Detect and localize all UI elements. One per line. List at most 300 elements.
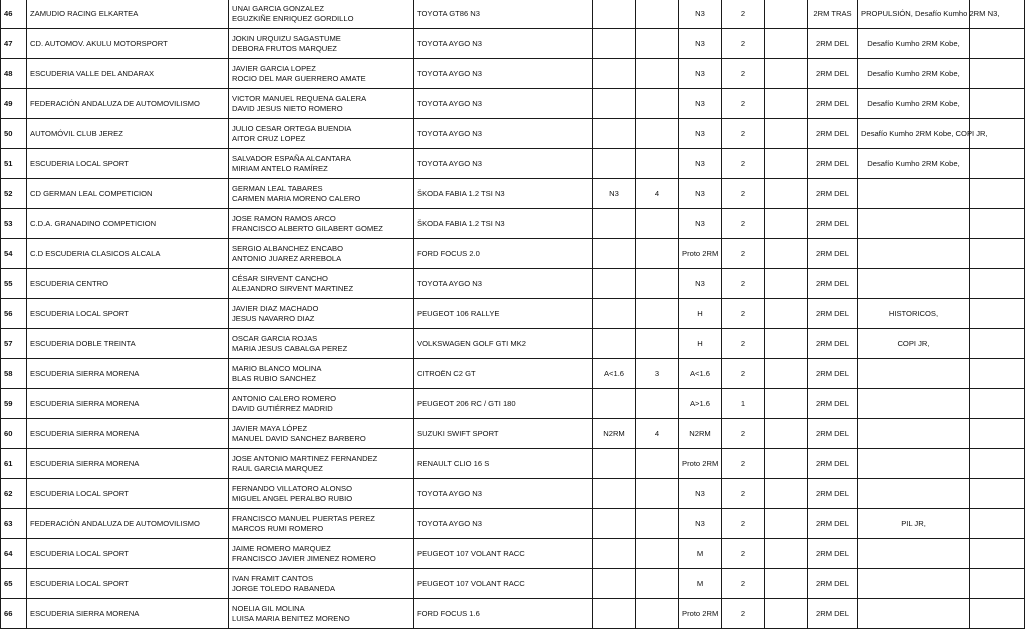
driver-name: NOELIA GIL MOLINA <box>232 603 305 613</box>
cups: Desafío Kumho 2RM Kobe, <box>858 29 970 59</box>
cups <box>858 539 970 569</box>
group: M <box>679 539 722 569</box>
club-name: ESCUDERIA SIERRA MORENA <box>27 449 229 479</box>
club-name: AUTOMÓVIL CLUB JEREZ <box>27 119 229 149</box>
cups <box>858 209 970 239</box>
homologation-group: N2RM <box>593 419 636 449</box>
driver-name: JOSE RAMON RAMOS ARCO <box>232 213 336 223</box>
cups <box>858 599 970 629</box>
cups <box>858 389 970 419</box>
crew-names <box>229 569 414 599</box>
car-model: TOYOTA AYGO N3 <box>414 119 593 149</box>
car-model: PEUGEOT 206 RC / GTI 180 <box>414 389 593 419</box>
car-model: PEUGEOT 107 VOLANT RACC <box>414 569 593 599</box>
empty-cell <box>765 89 808 119</box>
car-model: VOLKSWAGEN GOLF GTI MK2 <box>414 329 593 359</box>
car-model: RENAULT CLIO 16 S <box>414 449 593 479</box>
crew-names <box>229 89 414 119</box>
entry-number: 58 <box>1 359 27 389</box>
category: 2RM DEL <box>808 59 858 89</box>
crew-names <box>229 209 414 239</box>
codriver-name: MIGUEL ANGEL PERALBO RUBIO <box>232 493 353 503</box>
homologation-group <box>593 479 636 509</box>
codriver-name: RAUL GARCIA MARQUEZ <box>232 463 323 473</box>
driver-name: GERMAN LEAL TABARES <box>232 183 323 193</box>
homologation-class <box>636 0 679 29</box>
group: A>1.6 <box>679 389 722 419</box>
category: 2RM DEL <box>808 179 858 209</box>
class: 2 <box>722 569 765 599</box>
homologation-group <box>593 509 636 539</box>
table-row <box>1 329 1025 359</box>
empty-cell <box>765 389 808 419</box>
category: 2RM DEL <box>808 239 858 269</box>
club-name: ESCUDERIA CENTRO <box>27 269 229 299</box>
empty-cell <box>970 149 1025 179</box>
table-row <box>1 119 1025 149</box>
homologation-group <box>593 329 636 359</box>
empty-cell <box>765 299 808 329</box>
group: M <box>679 569 722 599</box>
empty-cell <box>765 419 808 449</box>
homologation-group <box>593 149 636 179</box>
empty-cell <box>970 479 1025 509</box>
homologation-group: N3 <box>593 179 636 209</box>
table-row <box>1 359 1025 389</box>
car-model: ŠKODA FABIA 1.2 TSI N3 <box>414 209 593 239</box>
car-model: TOYOTA AYGO N3 <box>414 89 593 119</box>
club-name: ESCUDERIA LOCAL SPORT <box>27 149 229 179</box>
crew-names <box>229 539 414 569</box>
group: N3 <box>679 179 722 209</box>
empty-cell <box>765 29 808 59</box>
homologation-class <box>636 479 679 509</box>
codriver-name: MIRIAM ANTELO RAMÍREZ <box>232 163 328 173</box>
codriver-name: MARCOS RUMI ROMERO <box>232 523 324 533</box>
club-name: ESCUDERIA SIERRA MORENA <box>27 419 229 449</box>
driver-name: JULIO CESAR ORTEGA BUENDIA <box>232 123 352 133</box>
empty-cell <box>765 599 808 629</box>
homologation-class <box>636 239 679 269</box>
cups <box>858 419 970 449</box>
crew-names <box>229 389 414 419</box>
empty-cell <box>970 239 1025 269</box>
table-row <box>1 479 1025 509</box>
category: 2RM DEL <box>808 299 858 329</box>
empty-cell <box>970 569 1025 599</box>
homologation-class <box>636 269 679 299</box>
table-row <box>1 29 1025 59</box>
homologation-group: A<1.6 <box>593 359 636 389</box>
cups <box>858 479 970 509</box>
group: N2RM <box>679 419 722 449</box>
empty-cell <box>970 89 1025 119</box>
club-name: ESCUDERIA SIERRA MORENA <box>27 359 229 389</box>
cups: HISTORICOS, <box>858 299 970 329</box>
empty-cell <box>970 389 1025 419</box>
cups: Desafío Kumho 2RM Kobe, <box>858 149 970 179</box>
codriver-name: LUISA MARIA BENITEZ MORENO <box>232 613 350 623</box>
category: 2RM TRAS <box>808 0 858 29</box>
crew-names <box>229 119 414 149</box>
empty-cell <box>970 179 1025 209</box>
group: A<1.6 <box>679 359 722 389</box>
entry-rows <box>1 0 1025 629</box>
homologation-group <box>593 0 636 29</box>
driver-name: JAIME ROMERO MARQUEZ <box>232 543 331 553</box>
category: 2RM DEL <box>808 479 858 509</box>
crew-names <box>229 449 414 479</box>
homologation-group <box>593 59 636 89</box>
driver-name: JAVIER MAYA LÓPEZ <box>232 423 308 433</box>
car-model: PEUGEOT 107 VOLANT RACC <box>414 539 593 569</box>
group: N3 <box>679 0 722 29</box>
table-row <box>1 209 1025 239</box>
driver-name: CÉSAR SIRVENT CANCHO <box>232 273 328 283</box>
class: 2 <box>722 59 765 89</box>
car-model: PEUGEOT 106 RALLYE <box>414 299 593 329</box>
entry-number: 63 <box>1 509 27 539</box>
group: N3 <box>679 209 722 239</box>
group: Proto 2RM <box>679 449 722 479</box>
driver-name: FRANCISCO MANUEL PUERTAS PEREZ <box>232 513 375 523</box>
car-model: TOYOTA AYGO N3 <box>414 59 593 89</box>
codriver-name: DAVID JESUS NIETO ROMERO <box>232 103 343 113</box>
club-name: C.D ESCUDERIA CLASICOS ALCALA <box>27 239 229 269</box>
homologation-class <box>636 569 679 599</box>
homologation-group <box>593 569 636 599</box>
group: N3 <box>679 59 722 89</box>
class: 2 <box>722 29 765 59</box>
entry-number: 61 <box>1 449 27 479</box>
empty-cell <box>765 509 808 539</box>
club-name: ESCUDERIA LOCAL SPORT <box>27 539 229 569</box>
car-model: FORD FOCUS 1.6 <box>414 599 593 629</box>
club-name: C.D.A. GRANADINO COMPETICION <box>27 209 229 239</box>
category: 2RM DEL <box>808 599 858 629</box>
category: 2RM DEL <box>808 149 858 179</box>
empty-cell <box>765 539 808 569</box>
entry-number: 55 <box>1 269 27 299</box>
codriver-name: DAVID GUTIÉRREZ MADRID <box>232 403 333 413</box>
cups: PROPULSIÓN, Desafío Kumho 2RM N3, <box>858 0 970 29</box>
car-model: TOYOTA GT86 N3 <box>414 0 593 29</box>
class: 2 <box>722 269 765 299</box>
homologation-class <box>636 329 679 359</box>
empty-cell <box>970 269 1025 299</box>
cups <box>858 239 970 269</box>
club-name: ESCUDERIA DOBLE TREINTA <box>27 329 229 359</box>
crew-names <box>229 0 414 29</box>
homologation-group <box>593 539 636 569</box>
driver-name: OSCAR GARCIA ROJAS <box>232 333 318 343</box>
group: N3 <box>679 149 722 179</box>
empty-cell <box>765 209 808 239</box>
driver-name: ANTONIO CALERO ROMERO <box>232 393 337 403</box>
homologation-class <box>636 119 679 149</box>
codriver-name: JORGE TOLEDO RABANEDA <box>232 583 336 593</box>
cups <box>858 179 970 209</box>
category: 2RM DEL <box>808 449 858 479</box>
entry-number: 66 <box>1 599 27 629</box>
driver-name: SERGIO ALBANCHEZ ENCABO <box>232 243 343 253</box>
empty-cell <box>765 0 808 29</box>
entry-number: 59 <box>1 389 27 419</box>
empty-cell <box>970 59 1025 89</box>
crew-names <box>229 299 414 329</box>
crew-names <box>229 479 414 509</box>
homologation-class <box>636 449 679 479</box>
homologation-class <box>636 29 679 59</box>
car-model: TOYOTA AYGO N3 <box>414 479 593 509</box>
empty-cell <box>765 59 808 89</box>
driver-name: MARIO BLANCO MOLINA <box>232 363 322 373</box>
category: 2RM DEL <box>808 389 858 419</box>
entry-number: 53 <box>1 209 27 239</box>
class: 2 <box>722 209 765 239</box>
codriver-name: DEBORA FRUTOS MARQUEZ <box>232 43 337 53</box>
homologation-group <box>593 89 636 119</box>
car-model: TOYOTA AYGO N3 <box>414 149 593 179</box>
driver-name: VICTOR MANUEL REQUENA GALERA <box>232 93 367 103</box>
homologation-group <box>593 29 636 59</box>
empty-cell <box>765 269 808 299</box>
codriver-name: BLAS RUBIO SANCHEZ <box>232 373 316 383</box>
table-row <box>1 569 1025 599</box>
cups <box>858 569 970 599</box>
group: N3 <box>679 29 722 59</box>
empty-cell <box>970 419 1025 449</box>
club-name: ESCUDERIA VALLE DEL ANDARAX <box>27 59 229 89</box>
codriver-name: AITOR CRUZ LOPEZ <box>232 133 306 143</box>
driver-name: JOKIN URQUIZU SAGASTUME <box>232 33 341 43</box>
category: 2RM DEL <box>808 89 858 119</box>
entry-number: 52 <box>1 179 27 209</box>
cups: Desafío Kumho 2RM Kobe, <box>858 89 970 119</box>
homologation-group <box>593 209 636 239</box>
table-row <box>1 299 1025 329</box>
class: 1 <box>722 389 765 419</box>
homologation-class <box>636 59 679 89</box>
codriver-name: ANTONIO JUAREZ ARREBOLA <box>232 253 342 263</box>
homologation-group <box>593 269 636 299</box>
group: N3 <box>679 479 722 509</box>
category: 2RM DEL <box>808 329 858 359</box>
crew-names <box>229 359 414 389</box>
group: N3 <box>679 119 722 149</box>
homologation-group <box>593 449 636 479</box>
homologation-class <box>636 209 679 239</box>
class: 2 <box>722 599 765 629</box>
driver-name: UNAI GARCIA GONZALEZ <box>232 3 324 13</box>
empty-cell <box>765 239 808 269</box>
codriver-name: MANUEL DAVID SANCHEZ BARBERO <box>232 433 366 443</box>
driver-name: JOSE ANTONIO MARTINEZ FERNANDEZ <box>232 453 378 463</box>
cups: Desafío Kumho 2RM Kobe, COPI JR, <box>858 119 970 149</box>
empty-cell <box>765 359 808 389</box>
homologation-class <box>636 149 679 179</box>
group: Proto 2RM <box>679 239 722 269</box>
car-model: TOYOTA AYGO N3 <box>414 269 593 299</box>
group: H <box>679 329 722 359</box>
homologation-group <box>593 599 636 629</box>
codriver-name: FRANCISCO JAVIER JIMENEZ ROMERO <box>232 553 376 563</box>
homologation-class <box>636 599 679 629</box>
class: 2 <box>722 299 765 329</box>
class: 2 <box>722 419 765 449</box>
cups <box>858 269 970 299</box>
crew-names <box>229 239 414 269</box>
class: 2 <box>722 179 765 209</box>
empty-cell <box>970 539 1025 569</box>
category: 2RM DEL <box>808 539 858 569</box>
category: 2RM DEL <box>808 569 858 599</box>
empty-cell <box>765 449 808 479</box>
club-name: ZAMUDIO RACING ELKARTEA <box>27 0 229 29</box>
group: N3 <box>679 509 722 539</box>
empty-cell <box>970 509 1025 539</box>
car-model: TOYOTA AYGO N3 <box>414 29 593 59</box>
crew-names <box>229 599 414 629</box>
category: 2RM DEL <box>808 269 858 299</box>
crew-names <box>229 509 414 539</box>
driver-name: JAVIER GARCIA LOPEZ <box>232 63 316 73</box>
category: 2RM DEL <box>808 209 858 239</box>
entry-number: 48 <box>1 59 27 89</box>
group: N3 <box>679 89 722 119</box>
table-row <box>1 0 1025 29</box>
entry-number: 57 <box>1 329 27 359</box>
empty-cell <box>970 299 1025 329</box>
entry-number: 56 <box>1 299 27 329</box>
empty-cell <box>970 209 1025 239</box>
class: 2 <box>722 509 765 539</box>
club-name: ESCUDERIA LOCAL SPORT <box>27 569 229 599</box>
category: 2RM DEL <box>808 419 858 449</box>
car-model: SUZUKI SWIFT SPORT <box>414 419 593 449</box>
category: 2RM DEL <box>808 29 858 59</box>
driver-name: JAVIER DIAZ MACHADO <box>232 303 319 313</box>
category: 2RM DEL <box>808 119 858 149</box>
entry-number: 49 <box>1 89 27 119</box>
driver-name: SALVADOR ESPAÑA ALCANTARA <box>232 153 351 163</box>
car-model: FORD FOCUS 2.0 <box>414 239 593 269</box>
homologation-class <box>636 539 679 569</box>
crew-names <box>229 149 414 179</box>
empty-cell <box>970 329 1025 359</box>
class: 2 <box>722 119 765 149</box>
table-row <box>1 149 1025 179</box>
homologation-class <box>636 389 679 419</box>
table-row <box>1 179 1025 209</box>
crew-names <box>229 269 414 299</box>
club-name: FEDERACIÓN ANDALUZA DE AUTOMOVILISMO <box>27 509 229 539</box>
group: N3 <box>679 269 722 299</box>
club-name: CD GERMAN LEAL COMPETICION <box>27 179 229 209</box>
entry-number: 60 <box>1 419 27 449</box>
class: 2 <box>722 329 765 359</box>
group: Proto 2RM <box>679 599 722 629</box>
empty-cell <box>765 119 808 149</box>
class: 2 <box>722 149 765 179</box>
club-name: ESCUDERIA LOCAL SPORT <box>27 479 229 509</box>
homologation-class <box>636 89 679 119</box>
empty-cell <box>765 329 808 359</box>
entry-number: 51 <box>1 149 27 179</box>
club-name: ESCUDERIA SIERRA MORENA <box>27 599 229 629</box>
empty-cell <box>765 179 808 209</box>
class: 2 <box>722 539 765 569</box>
category: 2RM DEL <box>808 509 858 539</box>
class: 2 <box>722 479 765 509</box>
codriver-name: ALEJANDRO SIRVENT MARTINEZ <box>232 283 354 293</box>
car-model: CITROËN C2 GT <box>414 359 593 389</box>
homologation-class <box>636 299 679 329</box>
table-row <box>1 89 1025 119</box>
entry-number: 50 <box>1 119 27 149</box>
entry-number: 46 <box>1 0 27 29</box>
table-row <box>1 509 1025 539</box>
homologation-class: 4 <box>636 419 679 449</box>
table-row <box>1 389 1025 419</box>
empty-cell <box>970 599 1025 629</box>
cups <box>858 449 970 479</box>
driver-name: FERNANDO VILLATORO ALONSO <box>232 483 352 493</box>
entry-number: 64 <box>1 539 27 569</box>
cups: PIL JR, <box>858 509 970 539</box>
codriver-name: ROCIO DEL MAR GUERRERO AMATE <box>232 73 366 83</box>
cups <box>858 359 970 389</box>
table-row <box>1 599 1025 629</box>
table-row <box>1 539 1025 569</box>
club-name: ESCUDERIA SIERRA MORENA <box>27 389 229 419</box>
table-row <box>1 449 1025 479</box>
cups: Desafío Kumho 2RM Kobe, <box>858 59 970 89</box>
homologation-class: 3 <box>636 359 679 389</box>
table-row <box>1 419 1025 449</box>
empty-cell <box>765 569 808 599</box>
driver-name: IVAN FRAMIT CANTOS <box>232 573 314 583</box>
crew-names <box>229 419 414 449</box>
club-name: FEDERACIÓN ANDALUZA DE AUTOMOVILISMO <box>27 89 229 119</box>
homologation-class: 4 <box>636 179 679 209</box>
entry-number: 62 <box>1 479 27 509</box>
table-row <box>1 239 1025 269</box>
homologation-group <box>593 389 636 419</box>
entry-number: 65 <box>1 569 27 599</box>
crew-names <box>229 329 414 359</box>
empty-cell <box>765 149 808 179</box>
crew-names <box>229 59 414 89</box>
entry-number: 54 <box>1 239 27 269</box>
club-name: CD. AUTOMOV. AKULU MOTORSPORT <box>27 29 229 59</box>
cups: COPI JR, <box>858 329 970 359</box>
car-model: TOYOTA AYGO N3 <box>414 509 593 539</box>
empty-cell <box>970 449 1025 479</box>
class: 2 <box>722 0 765 29</box>
class: 2 <box>722 359 765 389</box>
group: H <box>679 299 722 329</box>
empty-cell <box>970 359 1025 389</box>
crew-names <box>229 29 414 59</box>
table-row <box>1 59 1025 89</box>
entry-number: 47 <box>1 29 27 59</box>
empty-cell <box>970 29 1025 59</box>
empty-cell <box>765 479 808 509</box>
club-name: ESCUDERIA LOCAL SPORT <box>27 299 229 329</box>
codriver-name: CARMEN MARIA MORENO CALERO <box>232 193 361 203</box>
codriver-name: FRANCISCO ALBERTO GILABERT GOMEZ <box>232 223 383 233</box>
